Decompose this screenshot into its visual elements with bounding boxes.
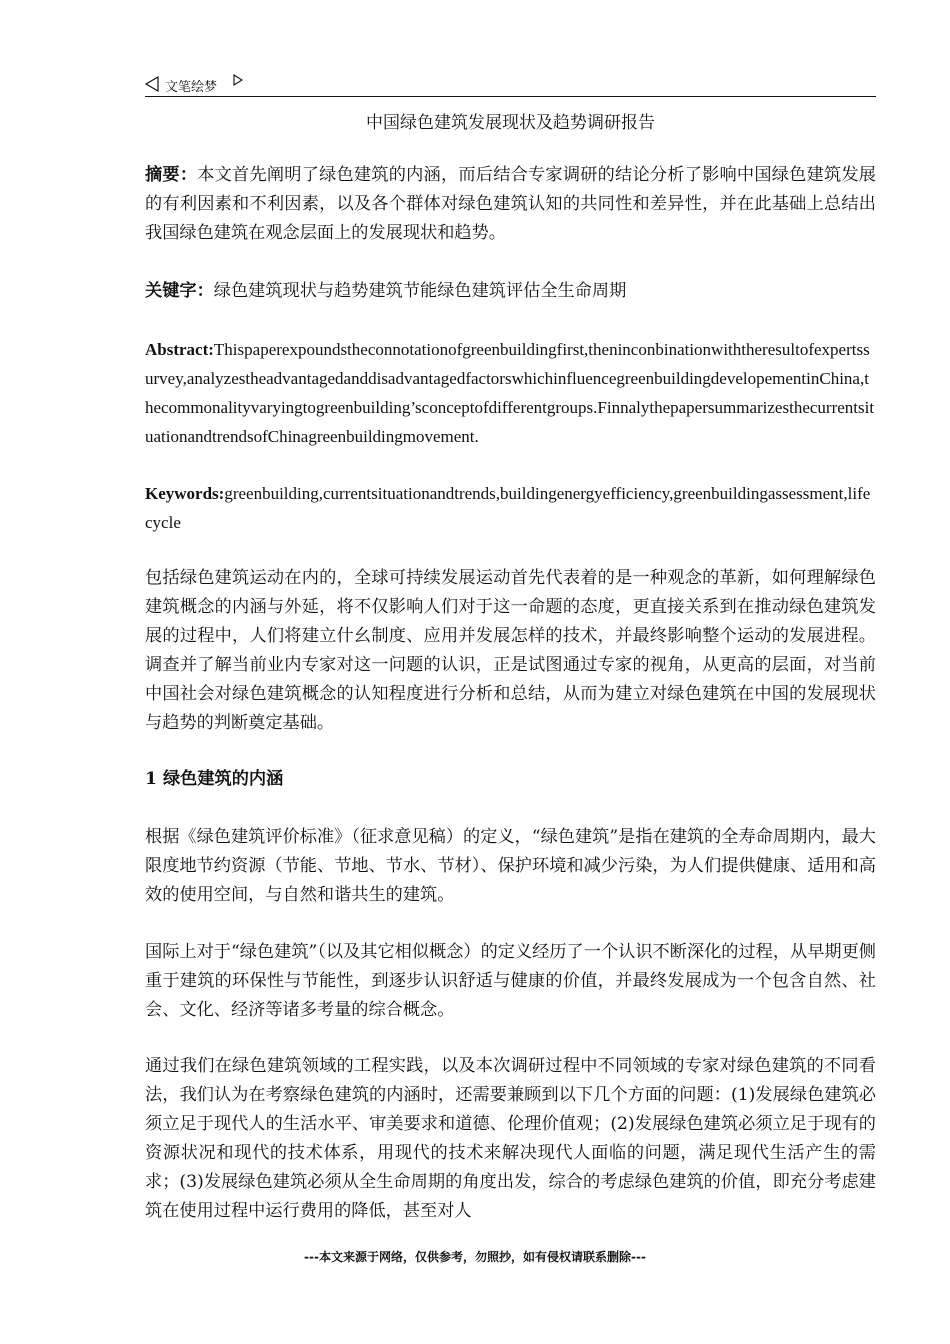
keywords-cn: [145, 277, 876, 306]
section-1-heading: 1 绿色建筑的内涵: [145, 769, 284, 789]
abstract-cn: [145, 161, 876, 248]
triangle-left-icon: [145, 76, 159, 92]
triangle-right-icon: [233, 74, 243, 86]
header-brand: 文笔绘梦: [165, 80, 218, 95]
abstract-en: [145, 335, 876, 451]
abstract-cn-text: 本文首先阐明了绿色建筑的内涵，而后结合专家调研的结论分析了影响中国绿色建筑发展的有利因素和不利因素，以及各个群体对绿色建筑认知的共同性和差异性，并在此基础上总结出我国绿色建筑在观念层面上的发展现状和趋势。: [145, 165, 876, 243]
abstract-en-text: Thispaperexpoundstheconnotationofgreenbuildingfirst,theninconbinationwiththeresultofexpertssurvey,analyzestheadvantagedanddisadvantagedfactorswhichinfluencegreenbuildingdevelopementinChina,thecommonalityvaryingtogreenbuilding’sconceptofdifferentgroups.FinnalythepapersummarizesthecurrentsituationandtrendsofChinagreenbuildingmovement.: [145, 340, 875, 446]
section-1-paragraph-3: 通过我们在绿色建筑领域的工程实践，以及本次调研过程中不同领域的专家对绿色建筑的不同看法，我们认为在考察绿色建筑的内涵时，还需要兼顾到以下几个方面的问题：(1)发展绿色建筑必须立足于现代人的生活水平、审美要求和道德、伦理价值观；(2)发展绿色建筑必须立足于现有的资源状况和现代的技术体系，用现代的技术来解决现代人面临的问题，满足现代生活产生的需求；(3)发展绿色建筑必须从全生命周期的角度出发，综合的考虑绿色建筑的价值，即充分考虑建筑在使用过程中运行费用的降低，甚至对人: [145, 1056, 876, 1221]
abstract-cn-label: 摘要：: [145, 165, 198, 185]
document-title: 中国绿色建筑发展现状及趋势调研报告: [366, 113, 655, 133]
keywords-cn-label: 关键字：: [145, 281, 214, 301]
abstract-en-label: Abstract:: [145, 340, 214, 359]
page-footer: ---本文来源于网络，仅供参考，勿照抄，如有侵权请联系删除---: [304, 1250, 646, 1264]
keywords-en-label: Keywords:: [145, 484, 225, 503]
section-1-paragraph-2: 国际上对于“绿色建筑”（以及其它相似概念）的定义经历了一个认识不断深化的过程，从早期更侧重于建筑的环保性与节能性，到逐步认识舒适与健康的价值，并最终发展成为一个包含自然、社会、文化、经济等诸多考量的综合概念。: [145, 942, 876, 1020]
page-header: [145, 72, 876, 97]
keywords-cn-text: 绿色建筑现状与趋势建筑节能绿色建筑评估全生命周期: [213, 281, 627, 301]
keywords-en: [145, 479, 876, 537]
intro-paragraph: 包括绿色建筑运动在内的，全球可持续发展运动首先代表着的是一种观念的革新，如何理解绿色建筑概念的内涵与外延，将不仅影响人们对于这一命题的态度，更直接关系到在推动绿色建筑发展的过程中，人们将建立什幺制度、应用并发展怎样的技术，并最终影响整个运动的发展进程。调查并了解当前业内专家对这一问题的认识，正是试图通过专家的视角，从更高的层面，对当前中国社会对绿色建筑概念的认知程度进行分析和总结，从而为建立对绿色建筑在中国的发展现状与趋势的判断奠定基础。: [145, 568, 876, 733]
section-1-paragraph-1: 根据《绿色建筑评价标准》（征求意见稿）的定义，“绿色建筑”是指在建筑的全寿命周期内，最大限度地节约资源（节能、节地、节水、节材）、保护环境和减少污染，为人们提供健康、适用和高效的使用空间，与自然和谐共生的建筑。: [145, 827, 876, 905]
keywords-en-text: greenbuilding,currentsituationandtrends,buildingenergyefficiency,greenbuildingassessment,lifecycle: [145, 484, 871, 532]
